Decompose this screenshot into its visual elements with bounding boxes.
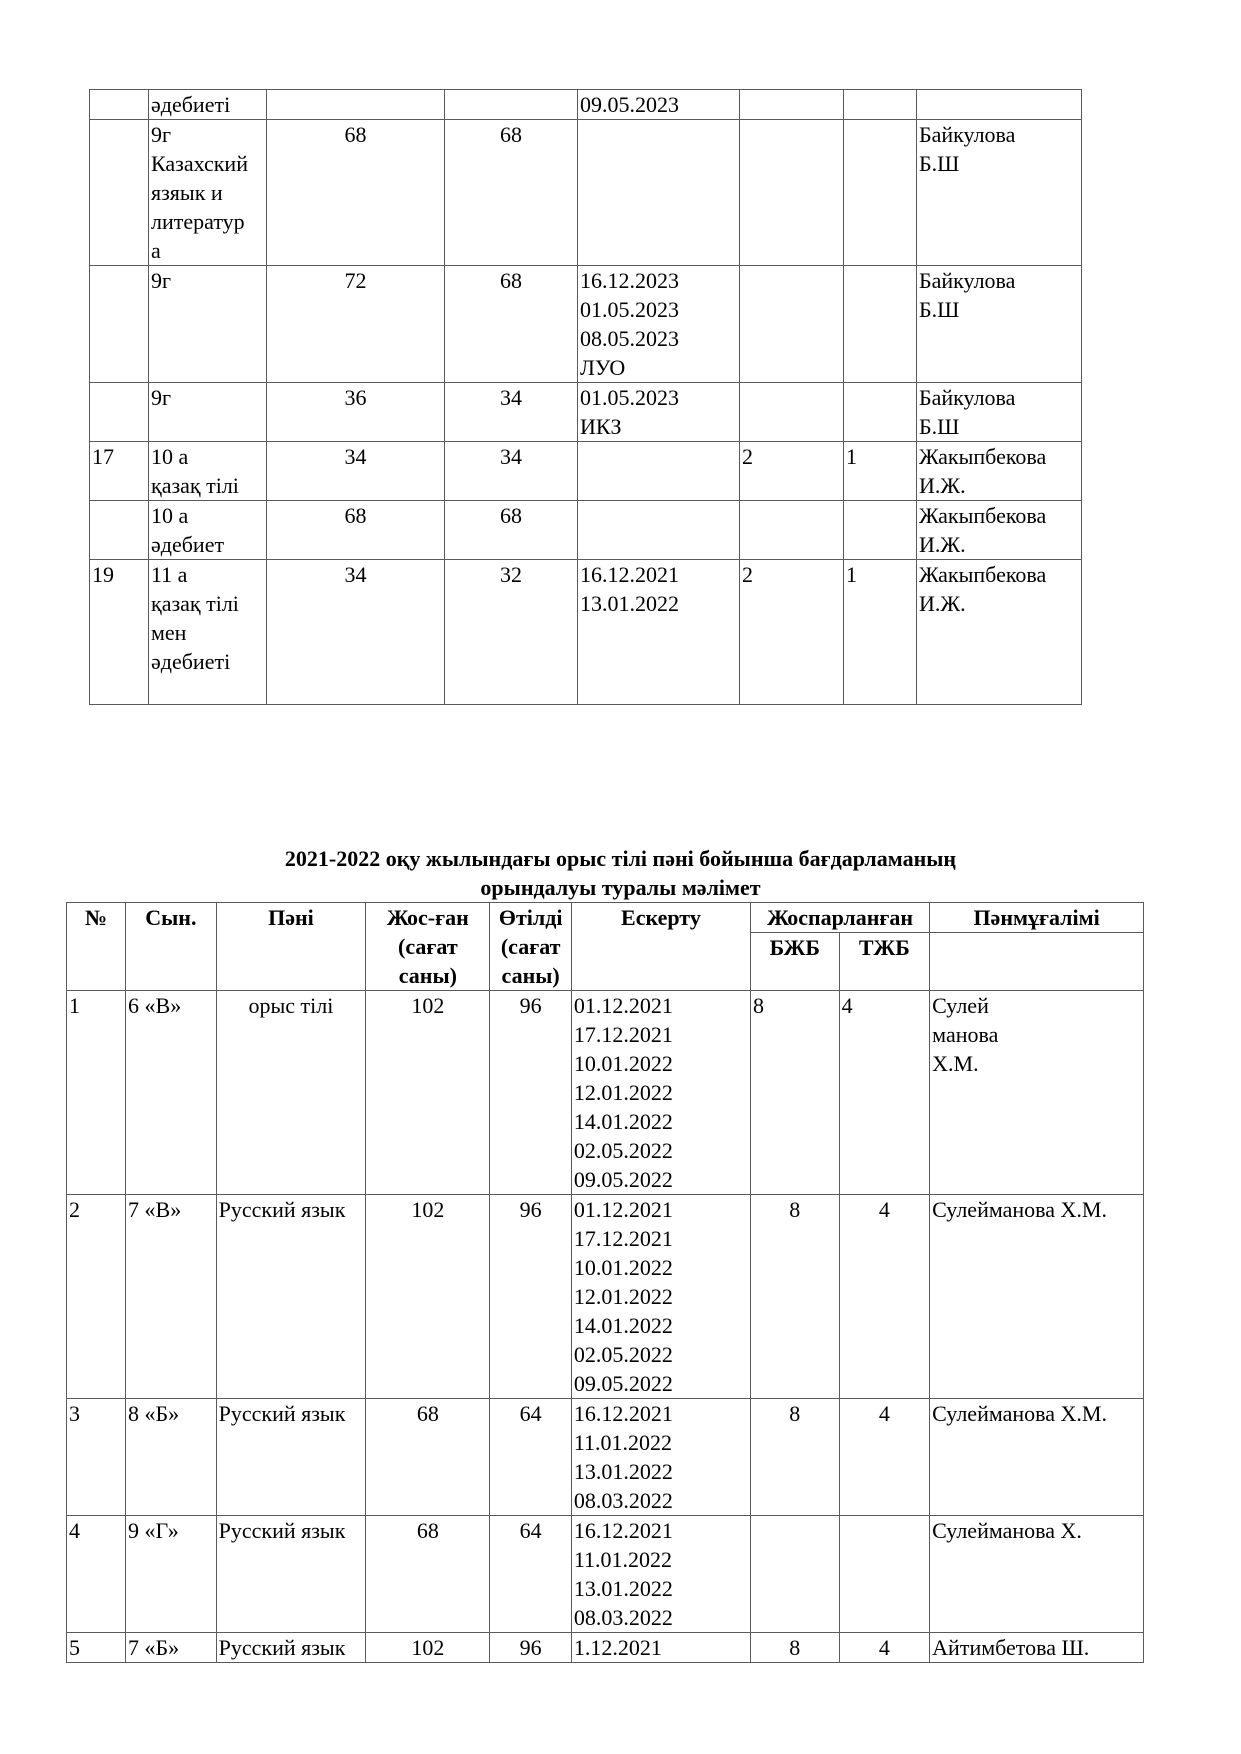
- table-row: [67, 1195, 1144, 1399]
- teacher: Жакыпбекова И.Ж.: [917, 501, 1082, 560]
- note-dates: 01.12.2021 17.12.2021 10.01.2022 12.01.2022 14.01.2022 02.05.2022 09.05.2022: [571, 991, 750, 1195]
- row-number: 2: [67, 1195, 126, 1399]
- bjb-count: [740, 120, 844, 266]
- class-subject: 9г Казахский язяык и литератур а: [149, 120, 267, 266]
- tjb-count: [844, 383, 917, 442]
- header-planned-hours: Жос-ған (сағат саны): [366, 903, 490, 991]
- header-planned: Жоспарланған: [751, 903, 930, 933]
- row-number: [90, 266, 149, 383]
- teacher: Байкулова Б.Ш: [917, 266, 1082, 383]
- note-dates: 16.12.2021 11.01.2022 13.01.2022 08.03.2022: [571, 1399, 750, 1516]
- table-row: [90, 266, 1082, 383]
- note: 09.05.2023: [578, 90, 740, 120]
- table-row: [90, 442, 1082, 501]
- header-done-hours: Өтілді (сағат саны): [490, 903, 571, 991]
- planned-hours: 72: [267, 266, 445, 383]
- tjb-count: 4: [839, 1399, 930, 1516]
- planned-hours: 68: [366, 1399, 490, 1516]
- done-hours: 34: [445, 442, 578, 501]
- done-hours: [445, 90, 578, 120]
- table-row: [67, 1633, 1144, 1663]
- teacher: Сулейманова Х.М.: [930, 1195, 1144, 1399]
- planned-hours: 68: [366, 1516, 490, 1633]
- teacher: Айтимбетова Ш.: [930, 1633, 1144, 1663]
- note: 16.12.2021 13.01.2022: [578, 560, 740, 705]
- tjb-count: [839, 1516, 930, 1633]
- tjb-count: [844, 90, 917, 120]
- bjb-count: 8: [751, 1399, 840, 1516]
- note: 01.05.2023 ИКЗ: [578, 383, 740, 442]
- class-subject: 9г: [149, 266, 267, 383]
- header-teacher: Пәнмұғалімі: [930, 903, 1144, 933]
- table-row: [67, 1399, 1144, 1516]
- tjb-count: 1: [844, 560, 917, 705]
- teacher: Сулей манова Х.М.: [930, 991, 1144, 1195]
- class-subject: 11 а қазақ тілі мен әдебиеті: [149, 560, 267, 705]
- table-row: [67, 991, 1144, 1195]
- tjb-count: [844, 266, 917, 383]
- tjb-count: 4: [839, 1195, 930, 1399]
- bjb-count: 8: [751, 1633, 840, 1663]
- note-dates: 16.12.2021 11.01.2022 13.01.2022 08.03.2022: [571, 1516, 750, 1633]
- table-row: [90, 383, 1082, 442]
- done-hours: 64: [490, 1516, 571, 1633]
- class-subject: әдебиеті: [149, 90, 267, 120]
- done-hours: 68: [445, 120, 578, 266]
- class: 7 «Б»: [126, 1633, 217, 1663]
- note: 16.12.2023 01.05.2023 08.05.2023 ЛУО: [578, 266, 740, 383]
- row-number: 1: [67, 991, 126, 1195]
- done-hours: 64: [490, 1399, 571, 1516]
- tjb-count: 1: [844, 442, 917, 501]
- tjb-count: [844, 501, 917, 560]
- bjb-count: [751, 1516, 840, 1633]
- planned-hours: 102: [366, 991, 490, 1195]
- table-row: [90, 120, 1082, 266]
- tjb-count: [844, 120, 917, 266]
- note: [578, 120, 740, 266]
- table-row: [90, 560, 1082, 705]
- class-subject: 9г: [149, 383, 267, 442]
- row-number: 4: [67, 1516, 126, 1633]
- teacher: Жакыпбекова И.Ж.: [917, 442, 1082, 501]
- header-note: Ескерту: [571, 903, 750, 991]
- row-number: [90, 90, 149, 120]
- table-row: [90, 90, 1082, 120]
- header-bjb: БЖБ: [751, 933, 840, 991]
- planned-hours: 34: [267, 560, 445, 705]
- done-hours: 68: [445, 266, 578, 383]
- planned-hours: 68: [267, 501, 445, 560]
- program-completion-table: [66, 902, 1144, 1663]
- done-hours: 96: [490, 1633, 571, 1663]
- subject: орыс тілі: [216, 991, 366, 1195]
- done-hours: 96: [490, 991, 571, 1195]
- bjb-count: 8: [751, 1195, 840, 1399]
- subject: Русский язык: [216, 1516, 366, 1633]
- continuation-table: [89, 89, 1082, 705]
- teacher: Жакыпбекова И.Ж.: [917, 560, 1082, 705]
- planned-hours: 102: [366, 1195, 490, 1399]
- subject: Русский язык: [216, 1195, 366, 1399]
- bjb-count: [740, 383, 844, 442]
- header-class: Сын.: [126, 903, 217, 991]
- class: 9 «Г»: [126, 1516, 217, 1633]
- subject: Русский язык: [216, 1633, 366, 1663]
- teacher: Сулейманова Х.М.: [930, 1399, 1144, 1516]
- class: 7 «В»: [126, 1195, 217, 1399]
- note-dates: 1.12.2021: [571, 1633, 750, 1663]
- class: 6 «В»: [126, 991, 217, 1195]
- report-title-line-2: орындалуы туралы мәлімет: [480, 875, 761, 900]
- bjb-count: 8: [751, 991, 840, 1195]
- header-row: [67, 903, 1144, 933]
- teacher: Байкулова Б.Ш: [917, 383, 1082, 442]
- subject: Русский язык: [216, 1399, 366, 1516]
- table-row: [67, 1516, 1144, 1633]
- header-subject: Пәні: [216, 903, 366, 991]
- planned-hours: [267, 90, 445, 120]
- row-number: 3: [67, 1399, 126, 1516]
- class-subject: 10 а әдебиет: [149, 501, 267, 560]
- row-number: [90, 383, 149, 442]
- header-tjb: ТЖБ: [839, 933, 930, 991]
- planned-hours: 102: [366, 1633, 490, 1663]
- bjb-count: 2: [740, 442, 844, 501]
- report-title-line-1: 2021-2022 оқу жылындағы орыс тілі пәні бойынша бағдарламаның: [284, 846, 957, 871]
- bjb-count: [740, 266, 844, 383]
- class-subject: 10 а қазақ тілі: [149, 442, 267, 501]
- teacher: Сулейманова Х.: [930, 1516, 1144, 1633]
- header-teacher-blank: [930, 933, 1144, 991]
- row-number: 19: [90, 560, 149, 705]
- bjb-count: 2: [740, 560, 844, 705]
- table-row: [90, 501, 1082, 560]
- planned-hours: 68: [267, 120, 445, 266]
- bjb-count: [740, 501, 844, 560]
- done-hours: 68: [445, 501, 578, 560]
- teacher: Байкулова Б.Ш: [917, 120, 1082, 266]
- teacher: [917, 90, 1082, 120]
- planned-hours: 34: [267, 442, 445, 501]
- bjb-count: [740, 90, 844, 120]
- tjb-count: 4: [839, 1633, 930, 1663]
- done-hours: 34: [445, 383, 578, 442]
- row-number: 5: [67, 1633, 126, 1663]
- row-number: [90, 120, 149, 266]
- note: [578, 501, 740, 560]
- done-hours: 32: [445, 560, 578, 705]
- class: 8 «Б»: [126, 1399, 217, 1516]
- row-number: 17: [90, 442, 149, 501]
- header-number: №: [67, 903, 126, 991]
- note-dates: 01.12.2021 17.12.2021 10.01.2022 12.01.2022 14.01.2022 02.05.2022 09.05.2022: [571, 1195, 750, 1399]
- note: [578, 442, 740, 501]
- done-hours: 96: [490, 1195, 571, 1399]
- planned-hours: 36: [267, 383, 445, 442]
- tjb-count: 4: [839, 991, 930, 1195]
- row-number: [90, 501, 149, 560]
